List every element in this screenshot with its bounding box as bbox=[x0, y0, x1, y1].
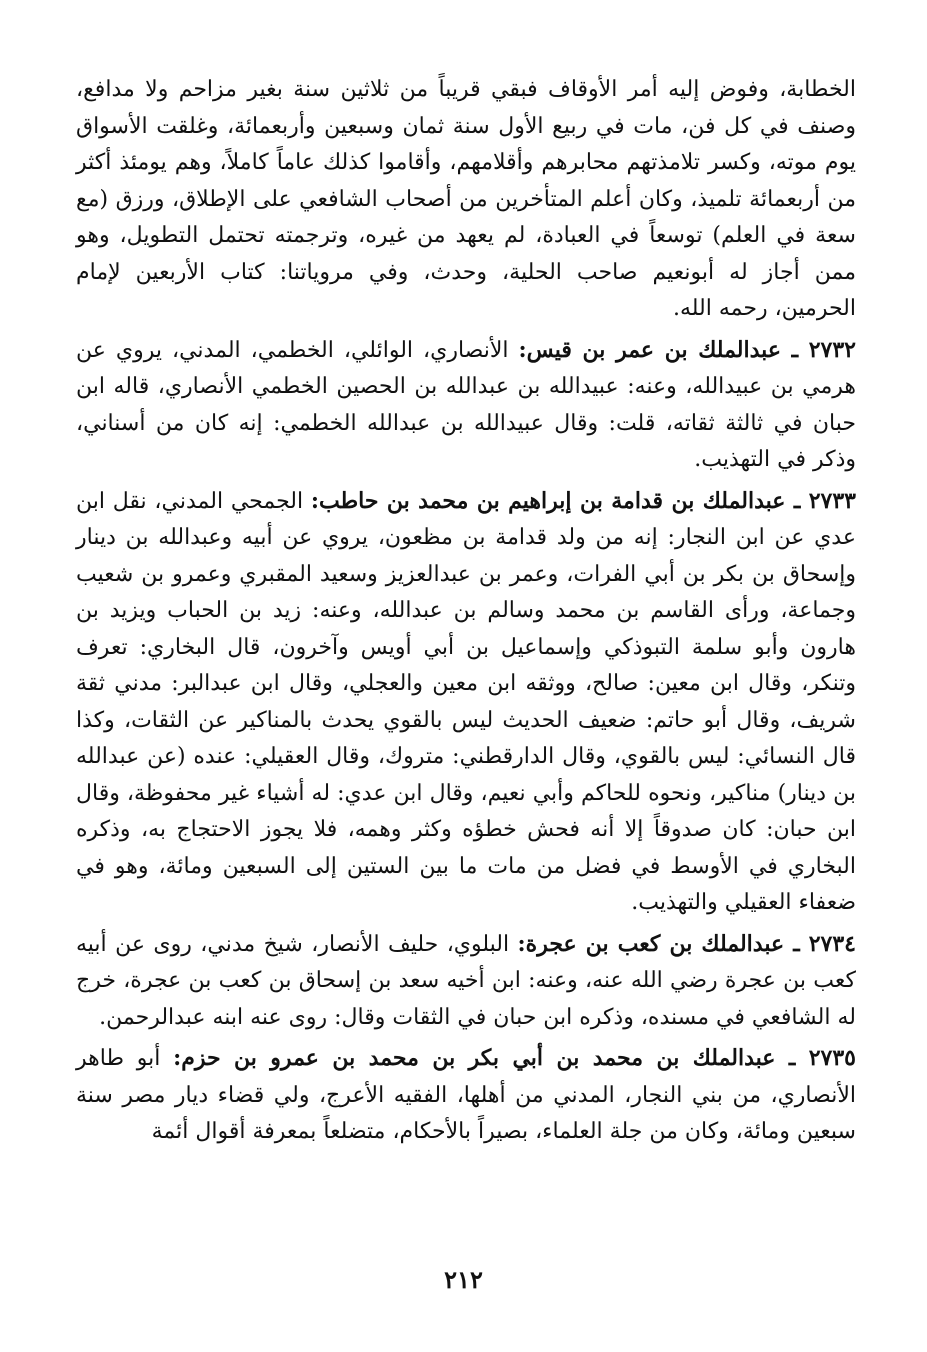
entry-heading: ٢٧٣٢ ـ عبدالملك بن عمر بن قيس: bbox=[518, 336, 856, 363]
entry-heading: ٢٧٣٤ ـ عبدالملك بن كعب بن عجرة: bbox=[517, 930, 856, 957]
page-number: ٢١٢ bbox=[444, 1265, 483, 1294]
entry-heading: ٢٧٣٣ ـ عبدالملك بن قدامة بن إبراهيم بن محمد بن حاطب: bbox=[310, 487, 856, 514]
entry-2735 bbox=[76, 1040, 856, 1151]
entry-body: البلوي، حليف الأنصار، شيخ مدني، روى عن أبيه كعب بن عجرة رضي الله عنه، وعنه: ابن أخيه سعد بن إسحاق بن كعب بن عجرة، خرج له الشافعي في مسنده، وذكره ابن حبان في الثقات وقال: روى عنه ابنه عبدالرحمن. bbox=[76, 931, 856, 1030]
entry-body: أبو طاهر الأنصاري، من بني النجار، المدني من أهلها، الفقيه الأعرج، ولي قضاء ديار مصر سنة سبعين ومائة، وكان من جلة العلماء، بصيراً بالأحكام، متضلعاً بمعرفة أقوال أئمة bbox=[76, 1046, 856, 1144]
entry-2734 bbox=[76, 926, 856, 1037]
intro-paragraph: الخطابة، وفوض إليه أمر الأوقاف فبقي قريباً من ثلاثين سنة بغير مزاحم ولا مدافع، وصنف في كل فن، مات في ربيع الأول سنة ثمان وسبعين وأربعمائة، وغلقت الأسواق يوم موته، وكسر تلامذتهم محابرهم وأقلامهم، وأقاموا كذلك عاماً كاملاً، وهم يومئذ أكثر من أربعمائة تلميذ، وكان أعلم المتأخرين من أصحاب الشافعي على الإطلاق، ورزق (مع سعة في العلم) توسعاً في العبادة، لم يعهد من غيره، وترجمته تحتمل التطويل، وهو ممن أجاز له أبونعيم صاحب الحلية، وحدث، وفي مروياتنا: كتاب الأربعين لإمام الحرمين، رحمه الله. bbox=[76, 77, 856, 321]
entry-2732 bbox=[76, 332, 856, 479]
entry-heading: ٢٧٣٥ ـ عبدالملك بن محمد بن أبي بكر بن محمد بن عمرو بن حزم: bbox=[173, 1045, 856, 1071]
entry-2733 bbox=[76, 483, 856, 922]
entry-body: الأنصاري، الوائلي، الخطمي، المدني، يروي عن هرمي بن عبيدالله، وعنه: عبيدالله بن عبدالله بن الحصين الخطمي الأنصاري، قاله ابن حبان في ثالثة ثقاته، قلت: وقال عبيدالله بن عبدالله الخطمي: إنه كان من أسناني، وذكر في التهذيب. bbox=[76, 337, 856, 472]
entry-body: الجمحي المدني، نقل ابن عدي عن ابن النجار: إنه من ولد قدامة بن مظعون، يروي عن أبيه وعبدالله بن دينار وإسحاق بن بكر بن أبي الفرات، وعمر بن عبدالعزيز وسعيد المقبري وعمرو بن شعيب وجماعة، ورأى القاسم بن محمد وسالم بن عبدالله، وعنه: زيد بن الحباب ويزيد بن هارون وأبو سلمة التبوذكي وإسماعيل بن أبي أويس وآخرون، قال البخاري: تعرف وتنكر، وقال ابن معين: صالح، ووثقه ابن معين والعجلي، وقال ابن عبدالبر: مدني ثقة شريف، وقال أبو حاتم: ضعيف الحديث ليس بالقوي يحدث بالمناكير عن الثقات، وكذا قال النسائي: ليس بالقوي، وقال الدارقطني: متروك، وقال العقيلي: عنده (عن عبدالله بن دينار) مناكير، ونحوه للحاكم وأبي نعيم، وقال ابن عدي: له أشياء غير محفوظة، وقال ابن حبان: كان صدوقاً إلا أنه فحش خطؤه وكثر وهمه، فلا يجوز الاحتجاج به، وذكره البخاري في الأوسط في فضل من مات ما بين الستين إلى السبعين ومائة، وهو في ضعفاء العقيلي والتهذيب. bbox=[76, 488, 856, 915]
page-text bbox=[76, 72, 856, 1252]
